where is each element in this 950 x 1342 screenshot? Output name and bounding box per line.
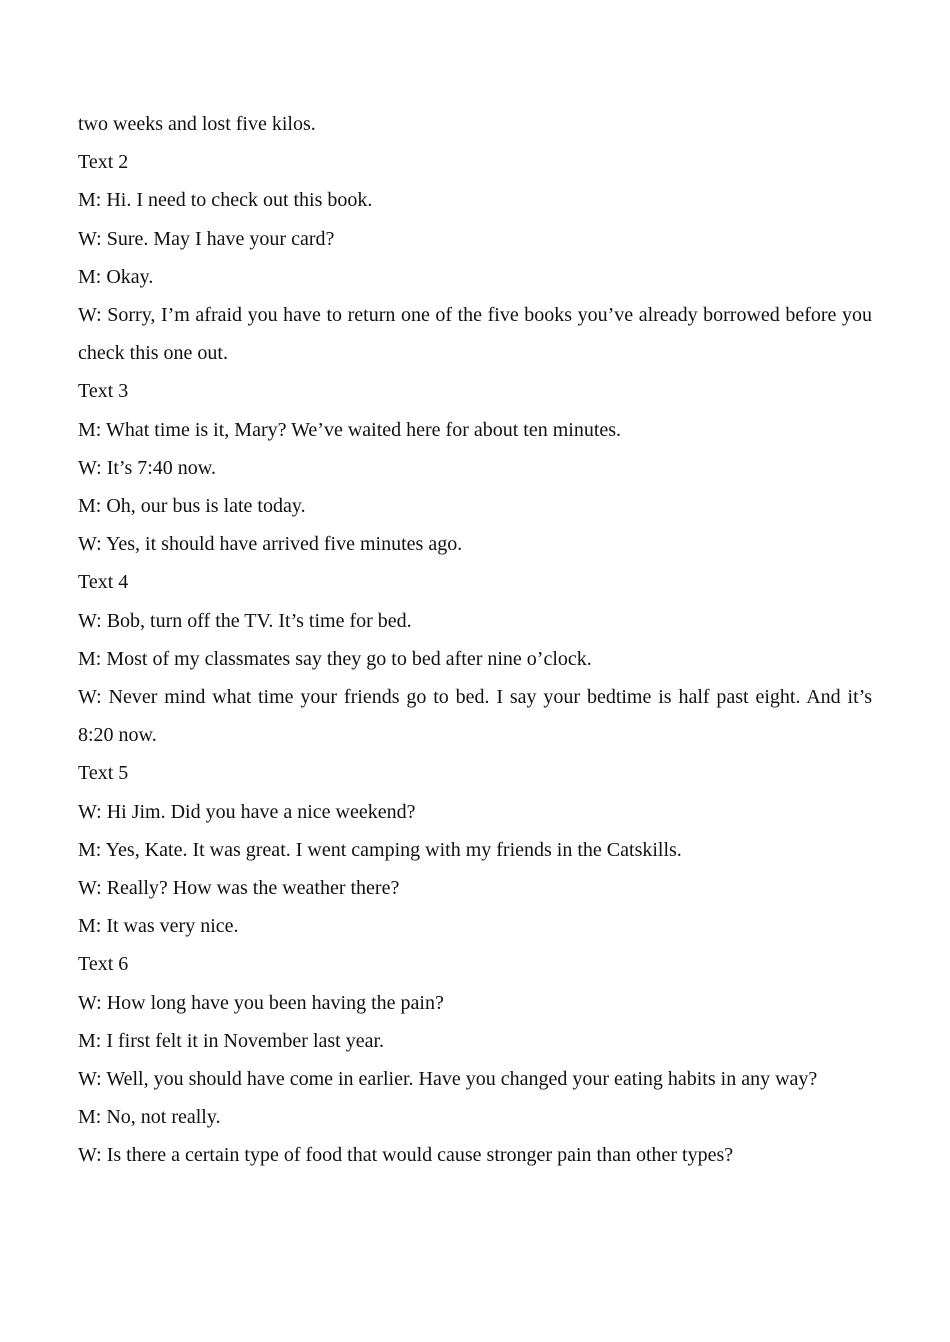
dialogue-paragraph: W: Sorry, I’m afraid you have to return one of the five books you’ve already borrowed before you check this one out. bbox=[78, 304, 872, 365]
dialogue-line: M: Most of my classmates say they go to bed after nine o’clock. bbox=[78, 647, 592, 670]
dialogue-line: W: Sure. May I have your card? bbox=[78, 227, 335, 250]
dialogue-line: M: Hi. I need to check out this book. bbox=[78, 189, 373, 212]
dialogue-line: M: Yes, Kate. It was great. I went camping with my friends in the Catskills. bbox=[78, 838, 682, 861]
dialogue-paragraph: W: Never mind what time your friends go to bed. I say your bedtime is half past eight. And it’s 8:20 now. bbox=[78, 686, 872, 747]
dialogue-line: W: Hi Jim. Did you have a nice weekend? bbox=[78, 800, 416, 823]
dialogue-paragraph: W: Well, you should have come in earlier. Have you changed your eating habits in any way? bbox=[78, 1068, 818, 1091]
section-heading-text-6: Text 6 bbox=[78, 953, 129, 976]
dialogue-line: M: I first felt it in November last year. bbox=[78, 1029, 385, 1052]
continuation-line: two weeks and lost five kilos. bbox=[78, 113, 316, 135]
section-heading-text-4: Text 4 bbox=[78, 571, 129, 594]
dialogue-line: W: Is there a certain type of food that would cause stronger pain than other types? bbox=[78, 1144, 734, 1167]
dialogue-line: M: Oh, our bus is late today. bbox=[78, 495, 306, 518]
dialogue-line: W: It’s 7:40 now. bbox=[78, 456, 216, 479]
document-page bbox=[78, 105, 872, 1175]
dialogue-line: M: What time is it, Mary? We’ve waited here for about ten minutes. bbox=[78, 418, 622, 441]
dialogue-line: W: How long have you been having the pain? bbox=[78, 991, 444, 1014]
dialogue-line: W: Really? How was the weather there? bbox=[78, 877, 400, 900]
section-heading-text-3: Text 3 bbox=[78, 380, 129, 403]
dialogue-line: M: Okay. bbox=[78, 265, 154, 288]
section-heading-text-2: Text 2 bbox=[78, 151, 129, 174]
section-heading-text-5: Text 5 bbox=[78, 762, 129, 785]
dialogue-line: W: Bob, turn off the TV. It’s time for bed. bbox=[78, 609, 412, 632]
dialogue-line: M: No, not really. bbox=[78, 1106, 221, 1129]
dialogue-line: M: It was very nice. bbox=[78, 915, 239, 938]
dialogue-line: W: Yes, it should have arrived five minutes ago. bbox=[78, 533, 463, 556]
